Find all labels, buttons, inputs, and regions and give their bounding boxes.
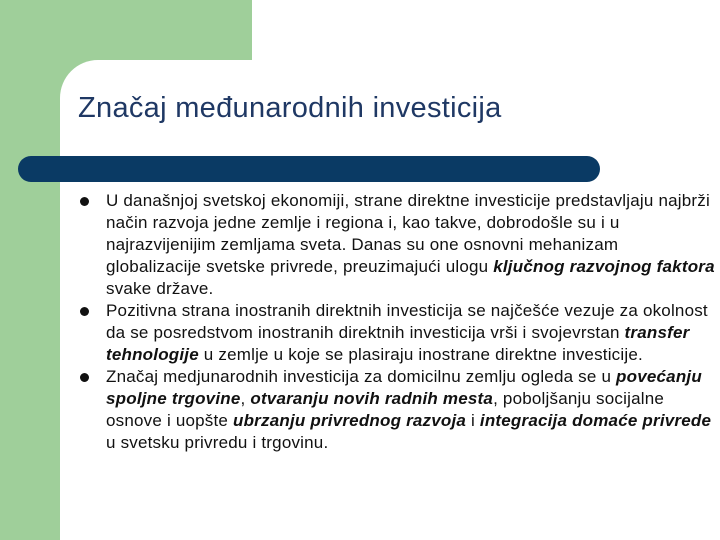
bullet-text bbox=[106, 301, 708, 364]
bullet-item bbox=[80, 366, 715, 454]
bullet-item bbox=[80, 300, 715, 366]
text-run: u svetsku privredu i trgovinu. bbox=[106, 433, 329, 452]
emphasized-text: integracija domaće privrede bbox=[479, 411, 712, 430]
bullet-dot-icon bbox=[80, 307, 89, 316]
emphasized-text: ubrzanju privrednog razvoja bbox=[233, 411, 467, 430]
slide-title: Značaj međunarodnih investicija bbox=[78, 92, 502, 124]
title-underline-bar bbox=[18, 156, 600, 182]
text-run: , poboljšanju socijalne osnove i uopšte bbox=[106, 389, 665, 430]
text-run: , bbox=[240, 389, 251, 408]
text-run: U današnjoj svetskoj ekonomiji, strane direktne investicije predstavljaju najbrži način razvoja jedne zemlje i regiona i, kao takve, dobrodošle su i u najrazvijenijim zemljama sveta. Danas su one osnovni mehanizam globalizacije svetske privrede, preuzimajući ulogu bbox=[106, 191, 710, 276]
text-run: u zemlje u koje se plasiraju inostrane direktne investicije. bbox=[198, 345, 643, 364]
text-run: svake države. bbox=[106, 279, 214, 298]
emphasized-text: ključnog razvojnog faktora bbox=[493, 257, 715, 276]
emphasized-text: transfer tehnologije bbox=[106, 323, 690, 364]
bullet-text bbox=[106, 367, 711, 452]
text-run: Značaj medjunarodnih investicija za domicilnu zemlju ogleda se u bbox=[106, 367, 617, 386]
bullet-dot-icon bbox=[80, 373, 89, 382]
text-run: Pozitivna strana inostranih direktnih investicija se najčešće vezuje za okolnost da se posredstvom inostranih direktnih investicija vrši i svojevrstan bbox=[106, 301, 708, 342]
emphasized-text: otvaranju novih radnih mesta bbox=[250, 389, 494, 408]
bullet-dot-icon bbox=[80, 197, 89, 206]
text-run: i bbox=[466, 411, 480, 430]
bullet-item bbox=[80, 190, 715, 300]
bullet-list bbox=[80, 190, 715, 454]
emphasized-text: povećanju spoljne trgovine bbox=[106, 367, 702, 408]
bullet-text bbox=[106, 191, 715, 298]
